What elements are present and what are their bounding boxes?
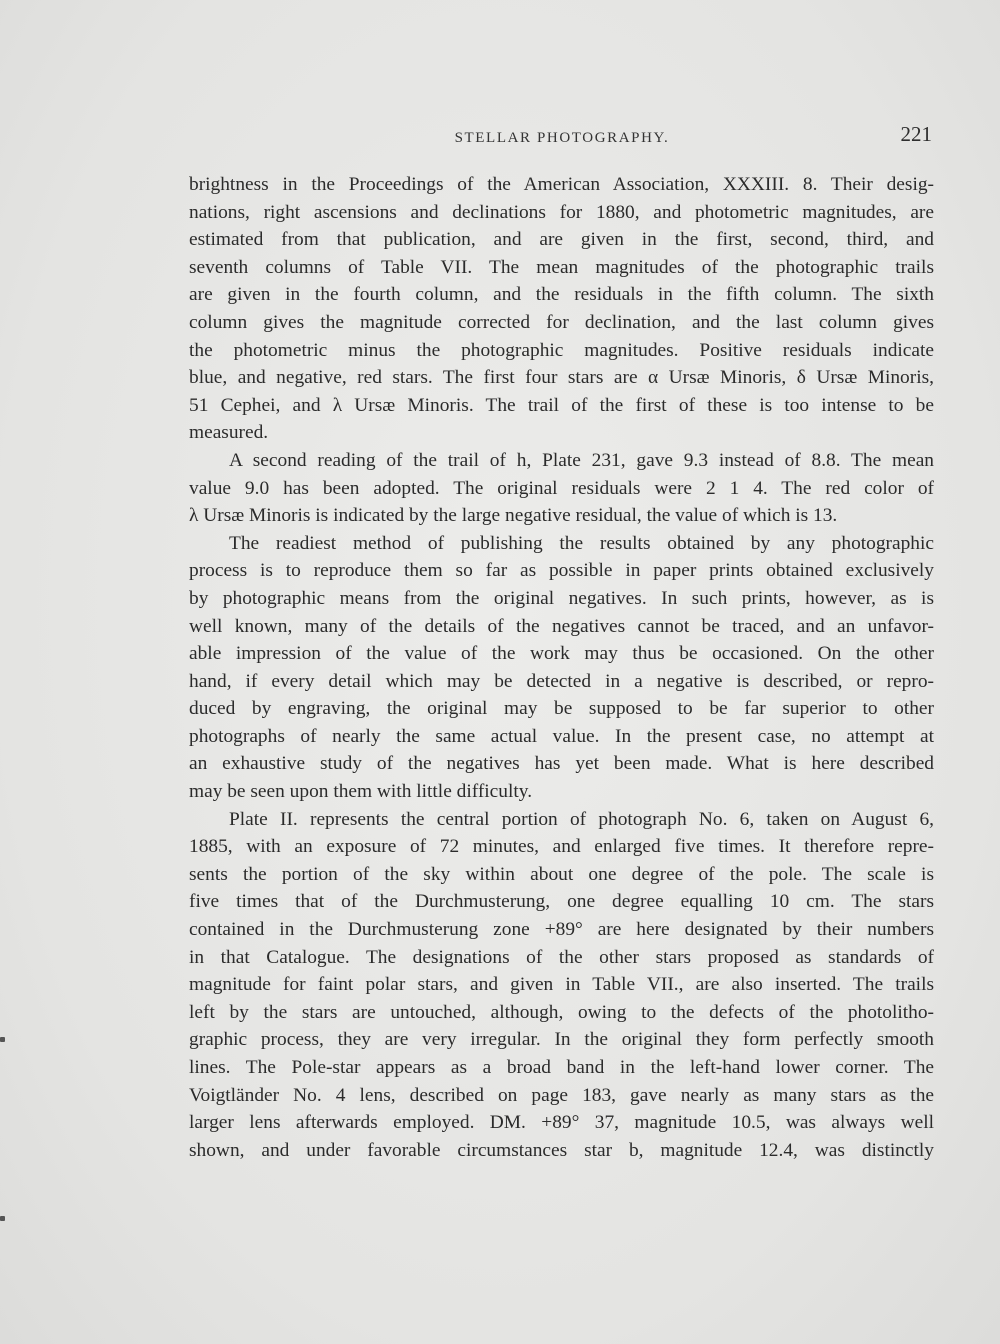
text-line: graphic process, they are very irregular. In the original they form perfectly smooth xyxy=(189,1029,934,1051)
page-number: 221 xyxy=(900,122,932,146)
text-line: column gives the magnitude corrected for declination, and the last column gives xyxy=(189,311,934,333)
text-line: an exhaustive study of the negatives has yet been made. What is here described xyxy=(189,753,934,775)
running-head xyxy=(190,122,934,152)
text-line: contained in the Durchmusterung zone +89° are here designated by their numbers xyxy=(189,919,934,941)
text-line: measured. xyxy=(189,422,269,444)
text-line: may be seen upon them with little difficulty. xyxy=(189,781,533,803)
text-line: larger lens afterwards employed. DM. +89° 37, magnitude 10.5, was always well xyxy=(189,1112,934,1134)
text-line: photographs of nearly the same actual value. In the present case, no attempt at xyxy=(189,725,934,747)
paragraph-1 xyxy=(189,171,934,447)
text-body xyxy=(189,171,934,1164)
margin-speck xyxy=(0,1216,5,1221)
text-line: the photometric minus the photographic magnitudes. Positive residuals indicate xyxy=(189,339,934,361)
margin-speck xyxy=(0,1037,5,1042)
text-line: Plate II. represents the central portion of photograph No. 6, taken on August 6, xyxy=(229,808,934,830)
text-line: are given in the fourth column, and the residuals in the fifth column. The sixth xyxy=(189,284,934,306)
running-title: STELLAR PHOTOGRAPHY. xyxy=(454,130,670,146)
text-line: by photographic means from the original negatives. In such prints, however, as is xyxy=(189,587,934,609)
text-line: nations, right ascensions and declinations for 1880, and photometric magnitudes, are xyxy=(189,201,934,223)
text-line: shown, and under favorable circumstances star b, magnitude 12.4, was distinctly xyxy=(189,1139,934,1161)
paragraph-3 xyxy=(189,530,934,806)
text-line: seventh columns of Table VII. The mean magnitudes of the photographic trails xyxy=(189,256,934,278)
text-line: 1885, with an exposure of 72 minutes, and enlarged five times. It therefore repre- xyxy=(189,836,934,858)
text-line: The readiest method of publishing the results obtained by any photographic xyxy=(229,532,934,554)
text-line: able impression of the value of the work may thus be occasioned. On the other xyxy=(189,643,934,665)
text-line: magnitude for faint polar stars, and given in Table VII., are also inserted. The trails xyxy=(189,974,934,996)
text-line: five times that of the Durchmusterung, one degree equalling 10 cm. The stars xyxy=(189,891,934,913)
paragraph-2 xyxy=(189,447,934,530)
text-line: brightness in the Proceedings of the American Association, XXXIII. 8. Their desig- xyxy=(189,174,934,195)
text-line: A second reading of the trail of h, Plate 231, gave 9.3 instead of 8.8. The mean xyxy=(229,449,934,471)
text-line: sents the portion of the sky within about one degree of the pole. The scale is xyxy=(189,863,934,885)
text-line: left by the stars are untouched, although, owing to the defects of the photolitho- xyxy=(189,1001,934,1023)
text-line: process is to reproduce them so far as possible in paper prints obtained exclusively xyxy=(189,560,934,582)
text-line: estimated from that publication, and are given in the first, second, third, and xyxy=(189,229,934,251)
text-line: in that Catalogue. The designations of the other stars proposed as standards of xyxy=(189,946,934,968)
text-line: Voigtländer No. 4 lens, described on page 183, gave nearly as many stars as the xyxy=(189,1084,934,1106)
text-line: hand, if every detail which may be detected in a negative is described, or repro- xyxy=(189,670,934,692)
paragraph-4 xyxy=(189,806,934,1165)
text-line: lines. The Pole-star appears as a broad band in the left-hand lower corner. The xyxy=(189,1057,934,1078)
text-line: blue, and negative, red stars. The first four stars are α Ursæ Minoris, δ Ursæ Minoris, xyxy=(189,367,934,389)
text-line: well known, many of the details of the negatives cannot be traced, and an unfavor- xyxy=(189,615,934,637)
text-line: 51 Cephei, and λ Ursæ Minoris. The trail of the first of these is too intense to be xyxy=(189,394,934,416)
text-line: value 9.0 has been adopted. The original residuals were 2 1 4. The red color of xyxy=(189,477,934,499)
text-line: λ Ursæ Minoris is indicated by the large negative residual, the value of which is 13. xyxy=(189,505,838,527)
text-line: duced by engraving, the original may be supposed to be far superior to other xyxy=(189,698,934,720)
